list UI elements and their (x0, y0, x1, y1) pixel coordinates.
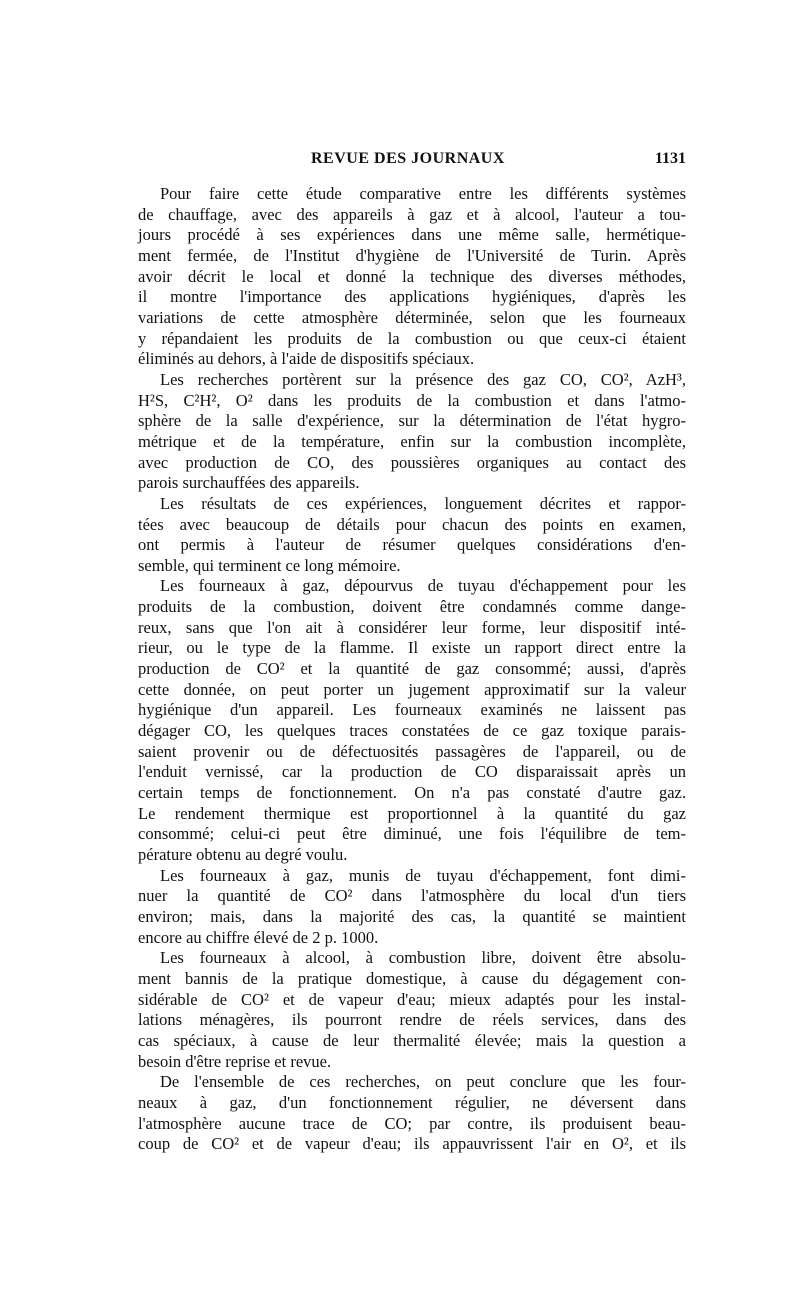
text-line: environ; mais, dans la majorité des cas, la quantité se maintient (138, 906, 686, 926)
text-line: produits de la combustion, doivent être condamnés comme dange- (138, 597, 686, 617)
text-line: dégager CO, les quelques traces constatées de ce gaz toxique parais- (138, 721, 686, 741)
text-line: variations de cette atmosphère déterminée, selon que les fourneaux (138, 307, 686, 327)
text-line: H²S, C²H², O² dans les produits de la combustion et dans l'atmo- (138, 390, 686, 410)
text-line: production de CO² et la quantité de gaz consommé; aussi, d'après (138, 659, 686, 679)
text-line: éliminés au dehors, à l'aide de dispositifs spéciaux. (138, 349, 475, 369)
text-line: encore au chiffre élevé de 2 p. 1000. (138, 927, 379, 947)
text-line: ont permis à l'auteur de résumer quelques considérations d'en- (138, 535, 686, 555)
text-line: Le rendement thermique est proportionnel à la quantité du gaz (138, 803, 686, 823)
text-line: l'enduit vernissé, car la production de CO disparaissait après un (138, 762, 686, 782)
text-line: reux, sans que l'on ait à considérer leur forme, leur dispositif inté- (138, 617, 686, 637)
text-line: certain temps de fonctionnement. On n'a pas constaté d'autre gaz. (138, 783, 686, 803)
paragraph (138, 576, 686, 865)
text-line: Les résultats de ces expériences, longuement décrites et rappor- (160, 493, 686, 513)
text-line: neaux à gaz, d'un fonctionnement régulier, ne déversent dans (138, 1092, 686, 1112)
text-line: y répandaient les produits de la combustion ou que ceux-ci étaient (138, 328, 686, 348)
paragraph (138, 370, 686, 494)
text-line: Les fourneaux à alcool, à combustion libre, doivent être absolu- (160, 948, 686, 968)
text-line: Les recherches portèrent sur la présence des gaz CO, CO², AzH³, (160, 369, 686, 389)
paragraph (138, 948, 686, 1072)
text-line: de chauffage, avec des appareils à gaz et à alcool, l'auteur a tou- (138, 204, 686, 224)
text-line: cas spéciaux, à cause de leur thermalité élevée; mais la question a (138, 1030, 686, 1050)
paragraph (138, 494, 686, 577)
text-line: l'atmosphère aucune trace de CO; par contre, ils produisent beau- (138, 1113, 686, 1133)
text-line: besoin d'être reprise et revue. (138, 1051, 332, 1071)
text-line: il montre l'importance des applications hygiéniques, d'après les (138, 287, 686, 307)
text-line: sphère de la salle d'expérience, sur la détermination de l'état hygro- (138, 411, 686, 431)
text-line: ment bannis de la pratique domestique, à cause du dégagement con- (138, 968, 686, 988)
text-line: avoir décrit le local et donné la technique des diverses méthodes, (138, 266, 686, 286)
text-line: ment fermée, de l'Institut d'hygiène de l'Université de Turin. Après (138, 245, 686, 265)
text-line: lations ménagères, ils pourront rendre de réels services, dans des (138, 1010, 686, 1030)
text-line: De l'ensemble de ces recherches, on peut conclure que les four- (160, 1072, 686, 1092)
text-line: semble, qui terminent ce long mémoire. (138, 555, 401, 575)
text-line: saient provenir ou de défectuosités passagères de l'appareil, ou de (138, 741, 686, 761)
text-line: tées avec beaucoup de détails pour chacun des points en examen, (138, 514, 686, 534)
paragraph (138, 1072, 686, 1155)
text-line: jours procédé à ses expériences dans une même salle, hermétique- (138, 225, 686, 245)
text-line: avec production de CO, des poussières organiques au contact des (138, 452, 686, 472)
page-number: 1131 (654, 150, 686, 167)
text-line: Pour faire cette étude comparative entre les différents systèmes (160, 184, 686, 203)
text-line: consommé; celui-ci peut être diminué, une fois l'équilibre de tem- (138, 824, 686, 844)
text-line: coup de CO² et de vapeur d'eau; ils appauvrissent l'air en O², et ils (138, 1134, 686, 1154)
paragraph (138, 866, 686, 949)
article-body (138, 184, 686, 1155)
text-line: Les fourneaux à gaz, munis de tuyau d'échappement, font dimi- (160, 865, 686, 885)
running-title: REVUE DES JOURNAUX (311, 150, 505, 167)
text-line: hygiénique d'un appareil. Les fourneaux examinés ne laissent pas (138, 700, 686, 720)
text-line: pérature obtenu au degré voulu. (138, 845, 348, 864)
text-line: sidérable de CO² et de vapeur d'eau; mieux adaptés pour les instal- (138, 989, 686, 1009)
text-line: rieur, ou le type de la flamme. Il existe un rapport direct entre la (138, 638, 686, 658)
paragraph (138, 184, 686, 370)
text-line: cette donnée, on peut porter un jugement approximatif sur la valeur (138, 679, 686, 699)
page-header (138, 150, 686, 172)
text-line: nuer la quantité de CO² dans l'atmosphère du local d'un tiers (138, 886, 686, 906)
text-line: Les fourneaux à gaz, dépourvus de tuyau d'échappement pour les (160, 576, 686, 596)
text-line: métrique et de la température, enfin sur la combustion incomplète, (138, 431, 686, 451)
text-line: parois surchauffées des appareils. (138, 473, 360, 493)
